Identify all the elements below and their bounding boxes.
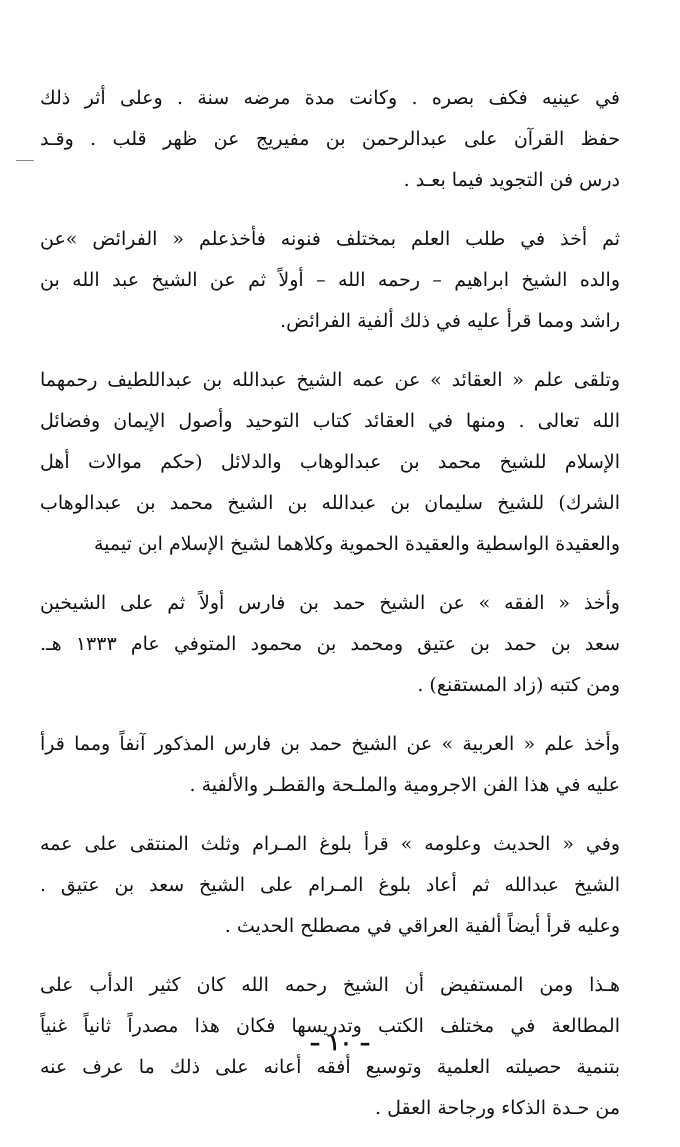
paragraph-6	[40, 824, 620, 947]
text-line: وتلقى علم « العقائد » عن عمه الشيخ عبدالله بن عبداللطيف رحمهما	[40, 369, 620, 391]
text-line: والده الشيخ ابراهيم – رحمه الله – أولاً ثم عن الشيخ عبد الله بن	[40, 269, 620, 291]
body-text	[40, 78, 620, 1147]
text-line: بتنمية حصيلته العلمية وتوسيع أفقه أعانه على ذلك ما عرف عنه	[40, 1056, 620, 1078]
text-line: الله تعالى . ومنها في العقائد كتاب التوحيد وأصول الإيمان وفضائل	[40, 410, 620, 432]
text-line: وعليه قرأ أيضاً ألفية العراقي في مصطلح الحديث .	[224, 915, 620, 937]
text-line: حفظ القرآن على عبدالرحمن بن مفيريج عن ظهر قلب . وقـد	[40, 128, 620, 150]
text-line: وفي « الحديث وعلومه » قرأ بلوغ المـرام وثلث المنتقى على عمه	[40, 833, 620, 855]
text-line: من حـدة الذكاء ورجاحة العقل .	[375, 1097, 620, 1119]
paragraph-4	[40, 583, 620, 706]
text-line: ومن كتبه (زاد المستقنع) .	[417, 674, 620, 696]
text-line: وأخذ علم « العربية » عن الشيخ حمد بن فارس المذكور آنفاً ومما قرأ	[40, 733, 620, 755]
text-line: هـذا ومن المستفيض أن الشيخ رحمه الله كان كثير الدأب على	[40, 974, 620, 996]
text-line: سعد بن حمد بن عتيق ومحمد بن محمود المتوفي عام ١٣٣٣ هـ.	[40, 633, 620, 655]
text-line: عليه في هذا الفن الاجرومية والملـحة والقطـر والألفية .	[189, 774, 620, 796]
page-number: – ١٠ –	[309, 1030, 371, 1056]
paragraph-2	[40, 219, 620, 342]
text-line: والعقيدة الواسطية والعقيدة الحموية وكلاهما لشيخ الإسلام ابن تيمية	[93, 533, 620, 555]
paragraph-1	[40, 78, 620, 201]
text-line: ثم أخذ في طلب العلم بمختلف فنونه فأخذعلم « الفرائض »عن	[40, 228, 621, 250]
paragraph-5	[40, 724, 620, 806]
text-line: المطالعة في مختلف الكتب وتدريسها فكان هذا مصدراً ثانياً غنياً	[40, 1015, 620, 1037]
text-line: راشد ومما قرأ عليه في ذلك ألفية الفرائض.	[280, 310, 620, 332]
text-line: درس فن التجويد فيما بعـد .	[403, 169, 620, 191]
text-line: الإسلام للشيخ محمد بن عبدالوهاب والدلائل (حكم موالات أهل	[40, 451, 620, 473]
text-line: في عينيه فكف بصره . وكانت مدة مرضه سنة . وعلى أثر ذلك	[40, 87, 620, 109]
text-line: وأخذ « الفقه » عن الشيخ حمد بن فارس أولاً ثم على الشيخين	[40, 592, 620, 614]
text-line: الشيخ عبدالله ثم أعاد بلوغ المـرام على الشيخ سعد بن عتيق .	[40, 874, 620, 896]
text-line: الشرك) للشيخ سليمان بن عبدالله بن الشيخ محمد بن عبدالوهاب	[40, 492, 620, 514]
paragraph-3	[40, 360, 620, 565]
margin-mark	[16, 160, 34, 161]
